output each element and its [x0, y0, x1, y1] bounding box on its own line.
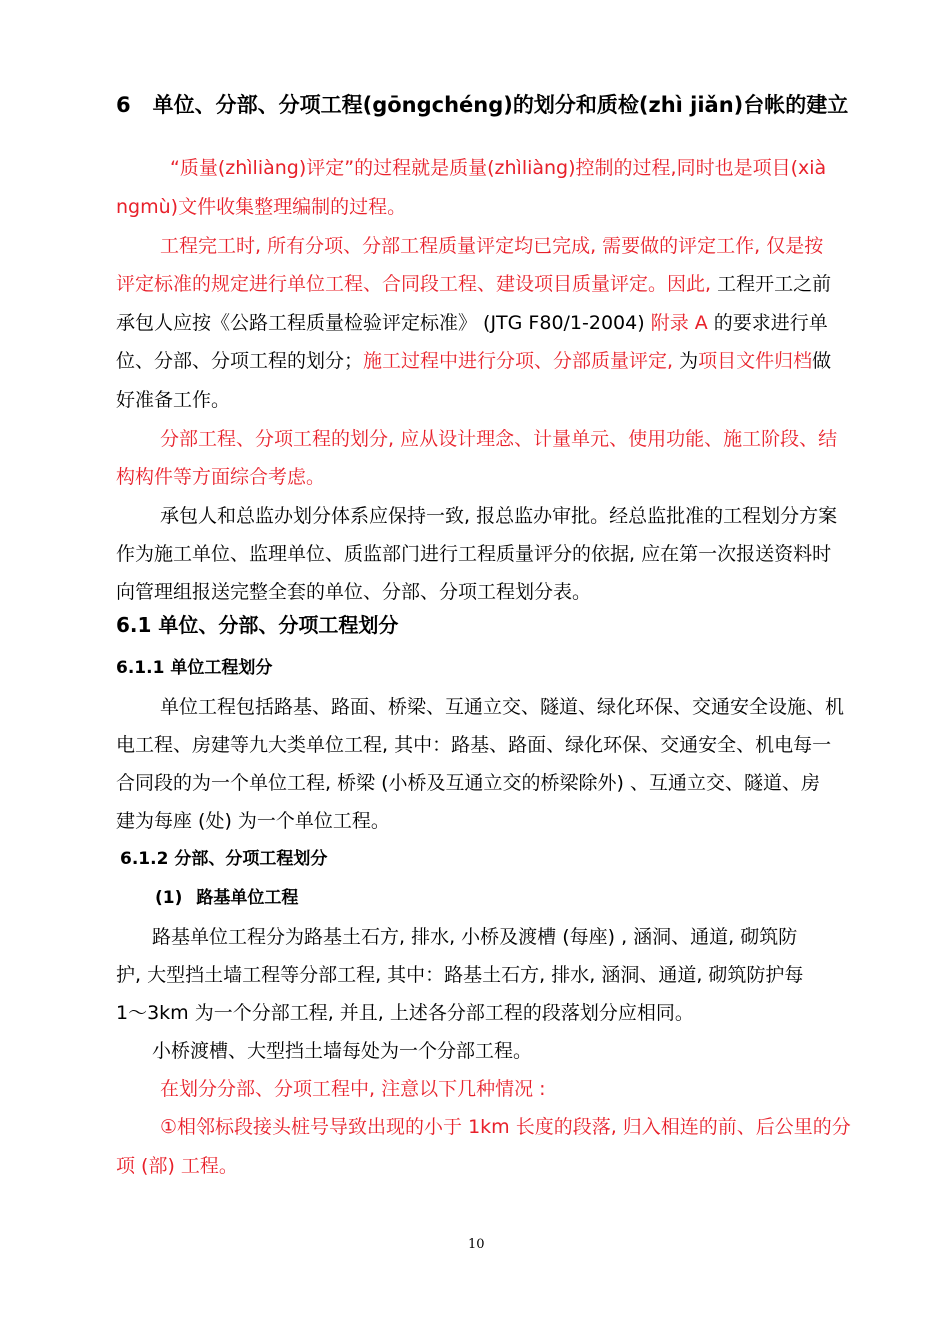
subsection-heading: [155, 885, 298, 911]
text-run: 附录 A: [644, 312, 708, 334]
section-number: 6.1.1: [116, 658, 165, 678]
text-run: 评定标准的规定进行单位工程、合同段工程、建设项目质量评定。因此,: [116, 273, 712, 295]
paragraph-line: [116, 310, 828, 336]
paragraph-line: 工程完工时, 所有分项、分部工程质量评定均已完成, 需要做的评定工作, 仅是按: [160, 235, 824, 257]
paragraph-line: 好准备工作。: [116, 389, 231, 411]
paragraph-line: [116, 271, 831, 297]
paragraph-line: “质量(zhìliàng)评定”的过程就是质量(zhìliàng)控制的过程,同时也是项目(xià: [170, 157, 827, 179]
paragraph-line: 单位工程包括路基、路面、桥梁、互通立交、隧道、绿化环保、交通安全设施、机: [160, 696, 845, 718]
paragraph-line: 合同段的为一个单位工程, 桥梁 (小桥及互通立交的桥梁除外) 、互通立交、隧道、房: [116, 772, 820, 794]
chapter-heading: [116, 92, 848, 118]
chapter-title: 单位、分部、分项工程(gōngchéng)的划分和质检(zhì jiǎn)台帐的建立: [152, 93, 849, 117]
paragraph-line: 在划分分部、分项工程中, 注意以下几种情况 :: [160, 1078, 546, 1100]
text-run: 施工过程中进行分项、分部质量评定,: [363, 350, 674, 372]
subsection-number: (1): [155, 888, 183, 908]
text-run: 为: [673, 350, 699, 372]
section-title: 单位、分部、分项工程划分: [158, 613, 399, 637]
text-run: 工程开工之前: [711, 273, 832, 295]
paragraph-line: 承包人和总监办划分体系应保持一致, 报总监办审批。经总监批准的工程划分方案: [160, 505, 838, 527]
text-run: 位、分部、分项工程的划分；: [116, 350, 364, 372]
section-heading-6-1-2: [120, 846, 327, 872]
section-title: 分部、分项工程划分: [174, 849, 328, 869]
subsection-title: 路基单位工程: [196, 888, 299, 908]
paragraph-line: 电工程、房建等九大类单位工程, 其中：路基、路面、绿化环保、交通安全、机电每一: [116, 734, 832, 756]
section-heading-6-1: [116, 612, 398, 638]
paragraph-line: [116, 348, 831, 374]
paragraph-line: 向管理组报送完整全套的单位、分部、分项工程划分表。: [116, 581, 592, 603]
section-number: 6.1: [116, 613, 152, 637]
text-run: 做: [812, 350, 832, 372]
section-title: 单位工程划分: [170, 658, 273, 678]
paragraph-line: 路基单位工程分为路基土石方, 排水, 小桥及渡槽 (每座) , 涵洞、通道, 砌筑防: [152, 926, 798, 948]
chapter-number: 6: [116, 93, 131, 117]
paragraph-line: 小桥渡槽、大型挡土墙每处为一个分部工程。: [152, 1040, 533, 1062]
paragraph-line: ①相邻标段接头桩号导致出现的小于 1km 长度的段落, 归入相连的前、后公里的分: [160, 1116, 851, 1138]
text-run: 承包人应按《公路工程质量检验评定标准》 (JTG F80/1-2004): [116, 312, 645, 334]
paragraph-line: 构构件等方面综合考虑。: [116, 466, 326, 488]
text-run: 项目文件归档: [698, 350, 813, 372]
page-number: 10: [468, 1237, 485, 1252]
section-heading-6-1-1: [116, 655, 272, 681]
text-run: 的要求进行单: [707, 312, 828, 334]
section-number: 6.1.2: [120, 849, 169, 869]
paragraph-line: ngmù)文件收集整理编制的过程。: [116, 196, 407, 218]
paragraph-line: 项 (部) 工程。: [116, 1155, 238, 1177]
paragraph-line: 分部工程、分项工程的划分, 应从设计理念、计量单元、使用功能、施工阶段、结: [160, 428, 838, 450]
paragraph-line: 护, 大型挡土墙工程等分部工程, 其中：路基土石方, 排水, 涵洞、通道, 砌筑防护每: [116, 964, 804, 986]
paragraph-line: 1～3km 为一个分部工程, 并且, 上述各分部工程的段落划分应相同。: [116, 1002, 694, 1024]
paragraph-line: 建为每座 (处) 为一个单位工程。: [116, 810, 390, 832]
paragraph-line: 作为施工单位、监理单位、质监部门进行工程质量评分的依据, 应在第一次报送资料时: [116, 543, 832, 565]
